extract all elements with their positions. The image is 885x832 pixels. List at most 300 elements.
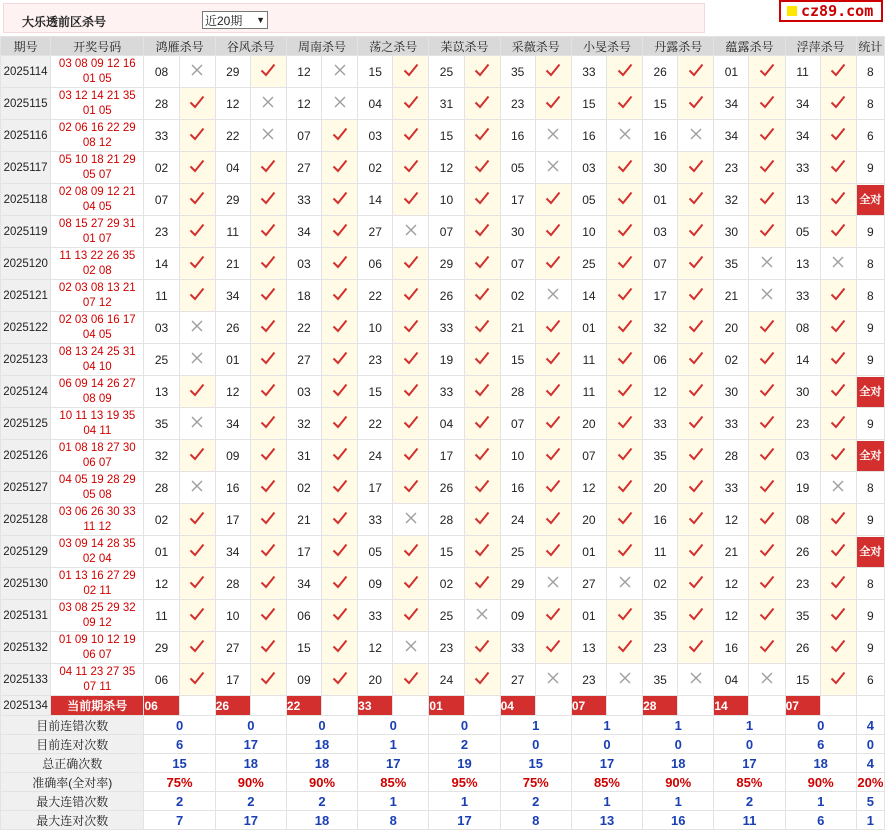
kill-number-cell: 35 [714, 248, 749, 280]
issue-cell: 2025119 [1, 216, 51, 248]
all-correct-badge: 全对 [857, 377, 884, 407]
summary-value: 17 [215, 735, 286, 754]
check-icon [545, 418, 561, 432]
result-correct-cell [749, 408, 785, 440]
check-icon [688, 354, 704, 368]
kill-number-cell: 09 [358, 568, 393, 600]
summary-value: 17 [714, 754, 785, 773]
kill-number-cell: 23 [358, 344, 393, 376]
kill-number-cell: 33 [785, 280, 820, 312]
result-correct-cell [393, 568, 429, 600]
summary-value: 75% [144, 773, 215, 792]
kill-number-cell: 23 [643, 632, 678, 664]
result-correct-cell [678, 344, 714, 376]
result-correct-cell [464, 376, 500, 408]
result-correct-cell [820, 504, 856, 536]
stat-cell [856, 568, 884, 600]
cross-icon [404, 642, 418, 656]
current-kill-number: 26 [215, 696, 250, 716]
draw-numbers-line1: 01 08 18 27 30 [58, 441, 136, 454]
kill-number-cell: 04 [358, 88, 393, 120]
cross-icon [689, 674, 703, 688]
summary-value: 6 [785, 811, 856, 830]
kill-number-cell: 28 [144, 88, 179, 120]
kill-number-cell: 17 [215, 504, 250, 536]
kill-number-cell: 12 [286, 56, 321, 88]
draw-numbers-line2: 01 05 [82, 72, 112, 85]
summary-value: 18 [643, 754, 714, 773]
check-icon [403, 290, 419, 304]
draw-numbers-line2: 07 12 [82, 296, 112, 309]
check-icon [830, 98, 846, 112]
kill-number-cell: 08 [785, 504, 820, 536]
check-icon [759, 546, 775, 560]
check-icon [545, 482, 561, 496]
cross-icon [618, 674, 632, 688]
kill-number-cell: 33 [500, 632, 535, 664]
kill-number-cell: 15 [785, 664, 820, 696]
kill-number-cell: 18 [286, 280, 321, 312]
result-correct-cell [179, 600, 215, 632]
kill-number-cell: 12 [429, 152, 464, 184]
check-icon [830, 450, 846, 464]
check-icon [545, 386, 561, 400]
summary-row [1, 792, 885, 811]
draw-numbers-cell [51, 120, 144, 152]
kill-number-cell: 30 [643, 152, 678, 184]
kill-number-cell: 15 [429, 536, 464, 568]
kill-number-cell: 29 [429, 248, 464, 280]
result-correct-cell [678, 56, 714, 88]
kill-number-cell: 25 [429, 600, 464, 632]
result-correct-cell [464, 312, 500, 344]
result-correct-cell [820, 184, 856, 216]
summary-value: 17 [215, 811, 286, 830]
result-wrong-cell [250, 120, 286, 152]
check-icon [617, 162, 633, 176]
draw-numbers-cell [51, 56, 144, 88]
check-icon [403, 610, 419, 624]
result-correct-cell [250, 216, 286, 248]
kill-number-cell: 29 [500, 568, 535, 600]
check-icon [474, 642, 490, 656]
check-icon [332, 258, 348, 272]
result-correct-cell [535, 472, 571, 504]
result-correct-cell [322, 504, 358, 536]
kill-number-cell: 03 [571, 152, 606, 184]
kill-number-cell: 12 [643, 376, 678, 408]
draw-numbers-line2: 08 12 [82, 136, 112, 149]
draw-numbers-line1: 04 05 19 28 29 [58, 473, 136, 486]
draw-numbers-line1: 03 09 14 28 35 [58, 537, 136, 550]
kill-number-cell: 24 [500, 504, 535, 536]
kill-number-cell: 03 [144, 312, 179, 344]
issue-cell: 2025114 [1, 56, 51, 88]
summary-value: 0 [714, 735, 785, 754]
kill-number-cell: 12 [215, 376, 250, 408]
stat-cell [856, 184, 884, 216]
draw-numbers-line1: 03 12 14 21 35 [58, 89, 136, 102]
current-kill-number: 04 [500, 696, 535, 716]
draw-numbers-cell [51, 376, 144, 408]
result-correct-cell [606, 248, 642, 280]
cross-icon [546, 130, 560, 144]
summary-row [1, 716, 885, 735]
kill-number-cell: 21 [286, 504, 321, 536]
kill-number-cell: 33 [358, 504, 393, 536]
check-icon [474, 386, 490, 400]
result-correct-cell [250, 664, 286, 696]
result-correct-cell [322, 600, 358, 632]
check-icon [403, 162, 419, 176]
kill-number-cell: 33 [286, 184, 321, 216]
check-icon [332, 578, 348, 592]
header-expert-5: 苿苡杀号 [429, 37, 500, 56]
result-correct-cell [606, 600, 642, 632]
table-row [1, 536, 885, 568]
kill-number-cell: 01 [714, 56, 749, 88]
result-correct-cell [820, 440, 856, 472]
draw-numbers-line2: 07 11 [83, 680, 112, 693]
kill-number-cell: 08 [785, 312, 820, 344]
result-correct-cell [322, 280, 358, 312]
result-correct-cell [820, 376, 856, 408]
check-icon [403, 450, 419, 464]
stat-count: 8 [867, 96, 874, 111]
check-icon [759, 450, 775, 464]
issue-cell: 2025117 [1, 152, 51, 184]
result-correct-cell [250, 504, 286, 536]
result-correct-cell [535, 88, 571, 120]
check-icon [759, 418, 775, 432]
summary-value: 8 [500, 811, 571, 830]
result-correct-cell [820, 664, 856, 696]
draw-numbers-cell [51, 216, 144, 248]
check-icon [260, 578, 276, 592]
current-kill-blank [393, 696, 429, 716]
check-icon [332, 450, 348, 464]
period-select[interactable] [202, 11, 268, 29]
kill-number-cell: 34 [714, 88, 749, 120]
kill-number-cell: 07 [571, 440, 606, 472]
check-icon [688, 290, 704, 304]
kill-number-cell: 27 [571, 568, 606, 600]
check-icon [189, 610, 205, 624]
result-correct-cell [678, 280, 714, 312]
check-icon [545, 642, 561, 656]
kill-number-cell: 15 [571, 88, 606, 120]
kill-number-cell: 15 [358, 376, 393, 408]
kill-number-cell: 07 [429, 216, 464, 248]
check-icon [830, 514, 846, 528]
draw-numbers-cell [51, 664, 144, 696]
kill-number-cell: 20 [714, 312, 749, 344]
draw-numbers-line1: 11 13 22 26 35 [59, 249, 136, 262]
check-icon [332, 386, 348, 400]
check-icon [830, 66, 846, 80]
result-correct-cell [606, 536, 642, 568]
current-kill-number: 22 [286, 696, 321, 716]
kill-number-cell: 12 [714, 600, 749, 632]
check-icon [830, 546, 846, 560]
kill-number-cell: 15 [643, 88, 678, 120]
kill-number-cell: 26 [785, 632, 820, 664]
result-wrong-cell [749, 280, 785, 312]
header-expert-4: 荡之杀号 [358, 37, 429, 56]
check-icon [332, 322, 348, 336]
stat-count: 9 [867, 320, 874, 335]
summary-value: 2 [429, 735, 500, 754]
current-kill-blank [820, 696, 856, 716]
summary-value: 6 [144, 735, 215, 754]
kill-number-table [0, 36, 885, 830]
check-icon [260, 354, 276, 368]
check-icon [617, 546, 633, 560]
result-correct-cell [322, 536, 358, 568]
result-correct-cell [535, 408, 571, 440]
result-correct-cell [678, 184, 714, 216]
stat-cell [856, 440, 884, 472]
kill-number-cell: 27 [215, 632, 250, 664]
issue-cell: 2025121 [1, 280, 51, 312]
kill-number-cell: 26 [429, 472, 464, 504]
chevron-down-icon: ▼ [256, 15, 265, 25]
check-icon [189, 578, 205, 592]
kill-number-cell: 10 [358, 312, 393, 344]
kill-number-cell: 21 [714, 536, 749, 568]
result-correct-cell [179, 120, 215, 152]
cross-icon [190, 322, 204, 336]
kill-number-cell: 26 [785, 536, 820, 568]
result-correct-cell [464, 184, 500, 216]
draw-numbers-line1: 06 09 14 26 27 [58, 377, 136, 390]
stat-count: 9 [867, 224, 874, 239]
result-correct-cell [393, 280, 429, 312]
check-icon [830, 386, 846, 400]
result-correct-cell [393, 536, 429, 568]
summary-value: 11 [714, 811, 785, 830]
kill-number-cell: 32 [714, 184, 749, 216]
summary-label: 目前连错次数 [1, 716, 144, 735]
result-correct-cell [535, 632, 571, 664]
kill-number-cell: 34 [215, 536, 250, 568]
kill-number-cell: 15 [286, 632, 321, 664]
kill-number-cell: 06 [286, 600, 321, 632]
check-icon [189, 194, 205, 208]
result-correct-cell [749, 152, 785, 184]
header-row [1, 37, 885, 56]
issue-cell: 2025120 [1, 248, 51, 280]
summary-value: 1 [643, 792, 714, 811]
site-logo[interactable] [779, 0, 883, 22]
summary-value: 4 [856, 716, 884, 735]
kill-number-cell: 24 [358, 440, 393, 472]
summary-value: 18 [286, 735, 357, 754]
kill-number-cell: 07 [643, 248, 678, 280]
current-kill-number: 07 [571, 696, 606, 716]
cross-icon [333, 66, 347, 80]
kill-number-cell: 09 [500, 600, 535, 632]
summary-value: 1 [358, 735, 429, 754]
result-correct-cell [322, 344, 358, 376]
kill-number-cell: 27 [286, 344, 321, 376]
result-correct-cell [250, 536, 286, 568]
result-correct-cell [606, 152, 642, 184]
summary-value: 0 [643, 735, 714, 754]
check-icon [830, 226, 846, 240]
check-icon [545, 66, 561, 80]
summary-value: 0 [785, 716, 856, 735]
kill-number-cell: 25 [144, 344, 179, 376]
check-icon [545, 322, 561, 336]
draw-numbers-line2: 05 08 [82, 488, 112, 501]
result-correct-cell [678, 600, 714, 632]
check-icon [617, 450, 633, 464]
check-icon [545, 514, 561, 528]
cross-icon [760, 674, 774, 688]
check-icon [617, 66, 633, 80]
table-row [1, 216, 885, 248]
current-period-row [1, 696, 885, 716]
issue-cell: 2025133 [1, 664, 51, 696]
check-icon [474, 290, 490, 304]
check-icon [474, 578, 490, 592]
check-icon [403, 418, 419, 432]
kill-number-cell: 28 [215, 568, 250, 600]
kill-number-cell: 33 [358, 600, 393, 632]
check-icon [474, 418, 490, 432]
result-correct-cell [820, 120, 856, 152]
result-correct-cell [322, 632, 358, 664]
current-kill-blank [606, 696, 642, 716]
check-icon [260, 546, 276, 560]
kill-number-cell: 22 [286, 312, 321, 344]
result-correct-cell [179, 536, 215, 568]
kill-number-cell: 02 [429, 568, 464, 600]
stat-count: 9 [867, 416, 874, 431]
current-kill-label: 当前期杀号 [51, 696, 144, 716]
stat-count: 6 [867, 672, 874, 687]
draw-numbers-line1: 04 11 23 27 35 [59, 665, 136, 678]
result-wrong-cell [606, 120, 642, 152]
issue-cell: 2025131 [1, 600, 51, 632]
draw-numbers-line1: 01 13 16 27 29 [58, 569, 136, 582]
result-correct-cell [322, 440, 358, 472]
summary-value: 85% [571, 773, 642, 792]
result-correct-cell [535, 312, 571, 344]
kill-number-cell: 23 [500, 88, 535, 120]
table-row [1, 88, 885, 120]
result-correct-cell [464, 120, 500, 152]
kill-number-cell: 21 [500, 312, 535, 344]
check-icon [189, 386, 205, 400]
result-correct-cell [464, 440, 500, 472]
cross-icon [689, 130, 703, 144]
kill-number-cell: 34 [215, 280, 250, 312]
kill-number-cell: 15 [500, 344, 535, 376]
summary-value: 1 [358, 792, 429, 811]
result-correct-cell [250, 280, 286, 312]
kill-number-cell: 34 [785, 120, 820, 152]
check-icon [260, 674, 276, 688]
result-correct-cell [393, 472, 429, 504]
check-icon [830, 162, 846, 176]
check-icon [759, 386, 775, 400]
result-correct-cell [322, 664, 358, 696]
draw-numbers-cell [51, 600, 144, 632]
kill-number-cell: 21 [714, 280, 749, 312]
kill-number-cell: 13 [571, 632, 606, 664]
result-correct-cell [820, 88, 856, 120]
result-correct-cell [250, 344, 286, 376]
result-correct-cell [393, 344, 429, 376]
table-row [1, 120, 885, 152]
result-correct-cell [250, 568, 286, 600]
result-correct-cell [678, 152, 714, 184]
result-correct-cell [820, 408, 856, 440]
check-icon [403, 98, 419, 112]
table-row [1, 440, 885, 472]
stat-count: 8 [867, 64, 874, 79]
kill-number-cell: 34 [785, 88, 820, 120]
draw-numbers-cell [51, 536, 144, 568]
check-icon [830, 674, 846, 688]
check-icon [688, 194, 704, 208]
issue-cell: 2025122 [1, 312, 51, 344]
kill-number-cell: 02 [358, 152, 393, 184]
result-correct-cell [179, 216, 215, 248]
check-icon [403, 66, 419, 80]
result-correct-cell [749, 600, 785, 632]
stat-cell [856, 472, 884, 504]
draw-numbers-line2: 04 11 [83, 424, 112, 437]
result-correct-cell [393, 664, 429, 696]
check-icon [830, 418, 846, 432]
result-wrong-cell [179, 472, 215, 504]
result-correct-cell [678, 248, 714, 280]
kill-number-cell: 16 [500, 120, 535, 152]
result-wrong-cell [535, 152, 571, 184]
check-icon [332, 546, 348, 560]
check-icon [617, 226, 633, 240]
stat-count: 8 [867, 288, 874, 303]
draw-numbers-line1: 08 15 27 29 31 [58, 217, 136, 230]
result-wrong-cell [535, 120, 571, 152]
summary-value: 17 [358, 754, 429, 773]
check-icon [332, 482, 348, 496]
kill-number-cell: 22 [358, 280, 393, 312]
draw-numbers-line1: 01 09 10 12 19 [58, 633, 136, 646]
kill-number-cell: 33 [714, 408, 749, 440]
result-correct-cell [393, 376, 429, 408]
summary-row [1, 735, 885, 754]
check-icon [474, 130, 490, 144]
kill-number-cell: 16 [643, 504, 678, 536]
stat-count: 9 [867, 608, 874, 623]
check-icon [403, 578, 419, 592]
result-correct-cell [749, 88, 785, 120]
check-icon [759, 514, 775, 528]
top-bar [0, 0, 885, 34]
table-row [1, 600, 885, 632]
summary-value: 1 [429, 792, 500, 811]
cross-icon [546, 674, 560, 688]
summary-value: 18 [286, 811, 357, 830]
check-icon [189, 226, 205, 240]
summary-value: 19 [429, 754, 500, 773]
current-kill-blank [250, 696, 286, 716]
result-correct-cell [678, 472, 714, 504]
